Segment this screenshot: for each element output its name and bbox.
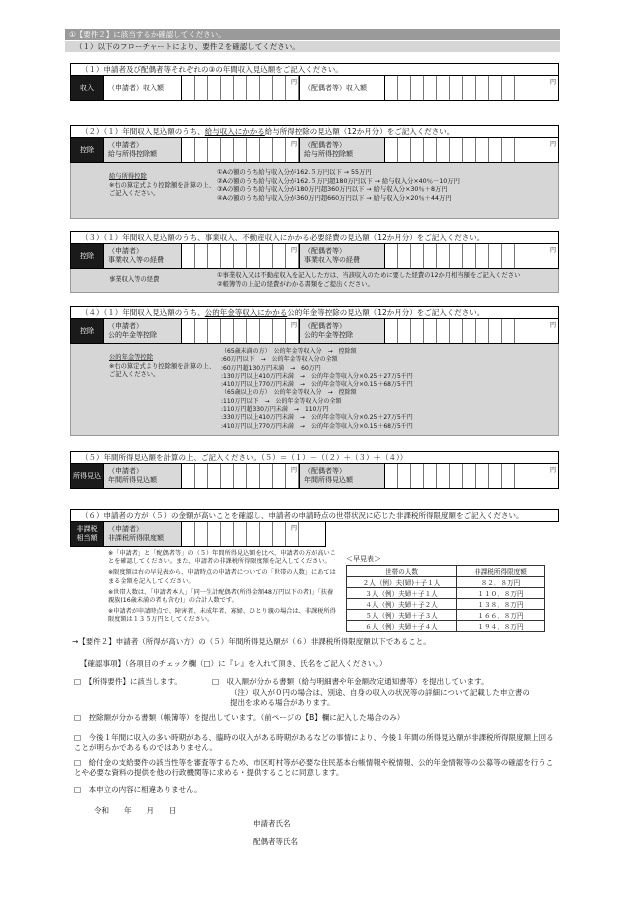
column-header: 世帯の人数 — [347, 566, 457, 577]
income-zero-note: （注）収入が０円の場合は、別途、自身の収入の状況等の詳細について記載した申立書の提出を求める場合があります。 — [230, 688, 530, 707]
section-6-notes: ※「申請者」と「配偶者等」の（５）年間所得見込額を比べ、申請者の方が高いことを確認してください。また、申請者の非課税所得限度額を記入してください。 ※限度額は右の早見表から、申請時点の申請者についての「世帯の人数」にあてはまる金額を記入してください。 ※世帯人数は、「申請者本人」「同一生計配偶者(所得金額48万円以下の者)」「扶養親族(16歳未満の者も含む)」の合計人数です。 ※申請者が申請時点で、障害者、未成年者、寡婦、ひとり親の場合は、非課税所得限度額は１３５万円としてください。 — [108, 550, 336, 624]
spouse-deduction-field[interactable] — [384, 138, 558, 162]
date-field[interactable]: 令和 年 月 日 — [94, 806, 177, 815]
spouse-name-label: 配偶者等氏名 — [253, 837, 298, 846]
applicant-expense-field[interactable] — [181, 244, 299, 268]
table-row: ６人（例）夫婦＋子４人 １９４．８万円 — [347, 621, 545, 632]
row-label: 非課税 相当額 — [71, 522, 103, 546]
check-statement-true[interactable]: □ 本申立の内容に相違ありません。 — [74, 785, 202, 794]
applicant-name-label: 申請者氏名 — [253, 819, 291, 828]
check-consent[interactable]: □ 給付金の支給要件の該当性等を審査等するため、市区町村等が必要な住民基本台帳情報や税情報、公的年金情報等の公募等の確認を行うことや必要な資料の提供を他の行政機関等に求める・提供することに同意します。 — [74, 758, 554, 777]
spouse-label: （配偶者等） 給与所得控除額 — [299, 138, 384, 162]
yen-mark: 円 — [549, 322, 556, 329]
note-heading: 事業収入等の経費 — [109, 276, 160, 283]
applicant-label: （申請者） 年間所得見込額 — [103, 464, 181, 488]
yen-mark: 円 — [549, 79, 556, 86]
row-label: 控除 — [71, 138, 103, 162]
applicant-label: （申請者） 非課税所得限度額 — [103, 522, 181, 546]
spouse-label: （配偶者等） 公的年金等控除 — [299, 319, 384, 343]
yen-mark: 円 — [290, 247, 297, 254]
yen-mark: 円 — [290, 79, 297, 86]
yen-mark: 円 — [290, 141, 297, 148]
yen-mark: 円 — [290, 467, 297, 474]
spouse-label: （配偶者等） 事業収入等の経費 — [299, 244, 384, 268]
row-label: 収入 — [71, 76, 103, 100]
spouse-income-field[interactable] — [384, 76, 558, 100]
table-row: ２人（例）夫(婦)＋子１人 ８２．８万円 — [347, 577, 545, 588]
table-row: ４人（例）夫婦＋子２人 １３８．８万円 — [347, 599, 545, 610]
spouse-label: （配偶者等）収入額 — [299, 76, 384, 100]
requirement-conclusion: →【要件２】申請者（所得が高い方）の（５）年間所得見込額が（６）非課税所得限度額以下であること。 — [72, 637, 431, 646]
applicant-label: （申請者） 給与所得控除額 — [103, 138, 181, 162]
yen-mark: 円 — [290, 322, 297, 329]
applicant-income-field[interactable] — [181, 76, 299, 100]
rule-list: ①事業収入又は不動産収入を記入した方は、当該収入のために要した経費の12か月相当額をご記入ください ②帳簿等の上記の経費がわかる書類をご提出ください。 — [217, 272, 521, 288]
pension-note — [70, 344, 559, 436]
expense-note — [70, 269, 559, 293]
row-label: 所得見込 — [71, 464, 103, 488]
yen-mark: 円 — [290, 525, 297, 532]
table-row: ３人（例）夫婦＋子１人 １１０．８万円 — [347, 588, 545, 599]
check-income-requirement[interactable]: □ 【所得要件】に該当します。 — [74, 677, 182, 686]
note-heading: 公的年金等控除 ※右の算定式より控除額を計算の上、ご記入ください。 — [109, 354, 216, 379]
section-title: （５）年間所得見込額を計算の上、ご記入ください。（５）＝（１）－（（２）＋（３）＋（４）） — [70, 451, 559, 464]
section-1 — [70, 63, 559, 101]
tax-exempt-limit-field[interactable] — [181, 522, 299, 546]
applicant-deduction-field[interactable] — [181, 138, 299, 162]
applicant-annual-income-field[interactable] — [181, 464, 299, 488]
check-deduction-document[interactable]: □ 控除額が分かる書類（帳簿等）を提出しています。（前ページの【B】欄に記入した場合のみ） — [74, 713, 405, 722]
section-5 — [70, 451, 559, 489]
yen-mark: 円 — [549, 141, 556, 148]
section-title: （６）申請者の方が（５）の金額が高いことを確認し、申請者の申請時点の世帯状況に応じた非課税所得限度額をご記入ください。 — [70, 509, 559, 522]
section-title: （３）（１）年間収入見込額のうち、事業収入、不動産収入にかかる必要経費の見込額（12か月分）をご記入ください。 — [70, 231, 559, 244]
calculation-note — [70, 163, 559, 219]
rule-list: （65歳未満の方） 公的年金等収入分 → 控除額 :60万円以下 → 公的年金等収入分の全額 :60万円超130万円未満 → 60万円 :130万円以上410万円未満 → 公的年金等収入分×0.25＋27万5千円 :410万円以上770万円未満 → 公的年金等収入分×0.15＋68万5千円 （65歳以上の方） 公的年金等収入分 → 控除額 :110万円以下 → 公的年金等収入分の全額 :110万円超330万円未満 → 110万円 :330万円以上410万円未満 → 公的年金等収入分×0.25＋27万5千円 :410万円以上770万円未満 → 公的年金等収入分×0.15＋68万5千円 — [221, 348, 413, 430]
section-3 — [70, 231, 559, 293]
rule-list: ①Aの額のうち給与収入分が162.５万円以下 → 55万円 ②Aの額のうち給与収入分が162.５万円超180万円以下 → 給与収入分×40％－10万円 ③Aの額のうち給与収入分が180万円超360万円以下 → 給与収入分×30％＋8万円 ④Aの額のうち給与収入分が360万円超660万円以下 → 給与収入分×20％＋44万円 — [217, 169, 460, 202]
row-label: 控除 — [71, 319, 103, 343]
applicant-label: （申請者） 公的年金等控除 — [103, 319, 181, 343]
quick-reference-table — [346, 554, 545, 632]
table-row: ５人（例）夫婦＋子３人 １６６．８万円 — [347, 610, 545, 621]
section-title: （４）（１）年間収入見込額のうち、公的年金等収入にかかる公的年金等控除の見込額（12か月分）をご記入ください。 — [70, 306, 559, 319]
spouse-pension-field[interactable] — [384, 319, 558, 343]
check-future-income[interactable]: □ 今後１年間に収入の多い時期がある、臨時の収入がある時期があるなどの事情により、今後１年間の所得見込額が非課税所得限度額上回ることが明らかであるものではありません。 — [74, 733, 554, 752]
applicant-label: （申請者）収入額 — [103, 76, 181, 100]
column-header: 非課税所得限度額 — [457, 566, 545, 577]
section-2 — [70, 125, 559, 219]
spouse-label: （配偶者等） 年間所得見込額 — [299, 464, 384, 488]
spouse-expense-field[interactable] — [384, 244, 558, 268]
section-title: （１）申請者及び配偶者等それぞれの③の年間収入見込額をご記入ください。 — [70, 63, 559, 76]
yen-mark: 円 — [549, 247, 556, 254]
row-label: 控除 — [71, 244, 103, 268]
yen-mark: 円 — [549, 467, 556, 474]
section-title: （２）（１）年間収入見込額のうち、給与収入にかかる給与所得控除の見込額（12か月分）をご記入ください。 — [70, 125, 559, 138]
table-title: ＜早見表＞ — [346, 555, 381, 563]
confirmation-title: 【確認事項】（各項目のチェック欄（□）に『レ』を入れて頂き、氏名をご記入ください。） — [80, 659, 387, 668]
section-6 — [70, 509, 559, 547]
requirement-bar: ①【要件２】に該当するか確認してください。 — [65, 29, 560, 40]
note-heading: 給与所得控除 ※右の算定式より控除額を計算の上、ご記入ください。 — [109, 173, 216, 198]
section-4 — [70, 306, 559, 436]
spouse-annual-income-field[interactable] — [384, 464, 558, 488]
subheading-bar: （１）以下のフローチャートにより、要件２を確認してください。 — [65, 41, 560, 52]
applicant-pension-field[interactable] — [181, 319, 299, 343]
check-income-document[interactable]: □ 収入額が分かる書類（給与明細書や年金額改定通知書等）を提出しています。 — [212, 677, 489, 686]
applicant-label: （申請者） 事業収入等の経費 — [103, 244, 181, 268]
